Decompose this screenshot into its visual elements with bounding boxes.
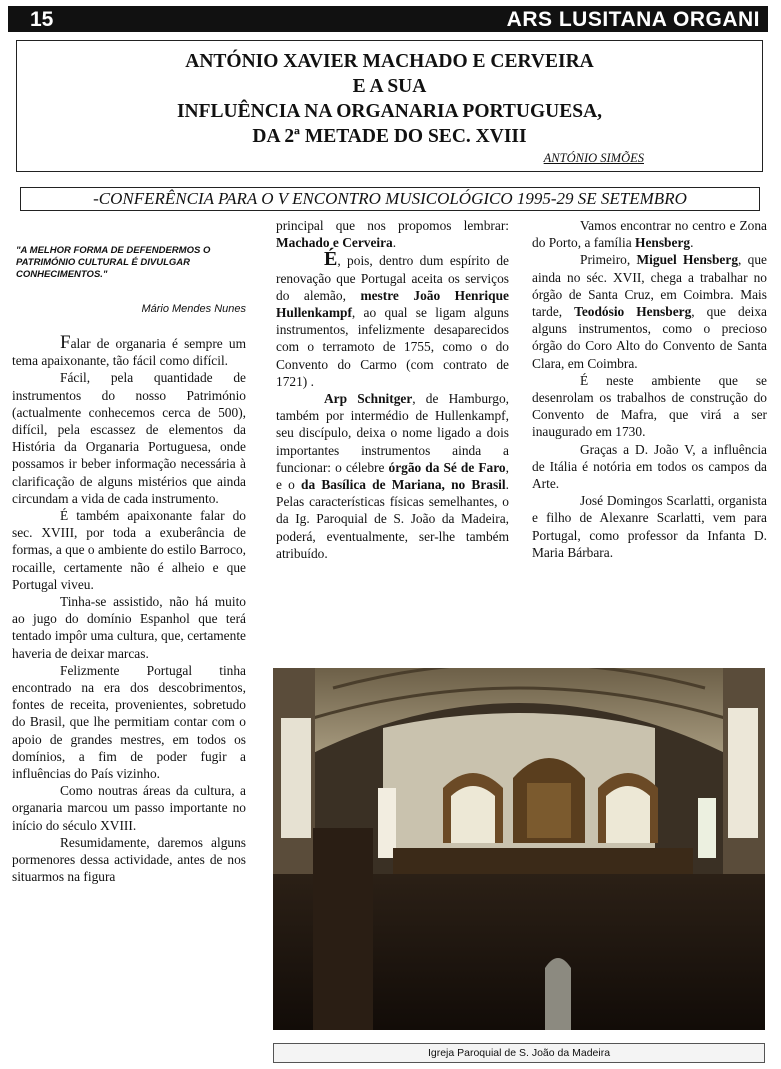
epigraph-quote: "A MELHOR FORMA DE DEFENDERMOS O PATRIMÓNIO CULTURAL É DIVULGAR CONHECIMENTOS." — [16, 245, 211, 280]
column-1 — [12, 334, 246, 886]
column-3 — [532, 217, 767, 561]
paragraph: Fácil, pela quantidade de instrumentos do nosso Património (actualmente conhecemos cerca de 500), difícil, pela escassez de elementos da História da Organaria Portuguesa, onde possamos ir beber informação necessária à clarificação de alguns mistérios que ainda circundam a vida de cada instrumento. — [12, 370, 246, 506]
title-line: DA 2ª METADE DO SEC. XVIII — [252, 126, 527, 147]
running-header — [8, 6, 768, 32]
paragraph: Graças a D. João V, a influência de Itália é notória em todos os campos da Arte. — [532, 441, 767, 492]
article-author: ANTÓNIO SIMÕES — [543, 151, 644, 165]
page-number: 15 — [30, 8, 54, 31]
paragraph: Vamos encontrar no centro e Zona do Porto, a família Hensberg. — [532, 218, 767, 251]
drop-cap: É — [324, 248, 338, 271]
column-2 — [276, 217, 509, 562]
name-highlight: Miguel Hensberg — [636, 252, 739, 268]
name-highlight: mestre João Henrique Hullenkampf — [276, 287, 509, 321]
paragraph: É, pois, dentro dum espírito de renovação que Portugal aceita os serviços do alemão, mestre João Henrique Hullenkampf, ao qual se ligam alguns instrumentos, infelizmente desaparecidos com o terramoto de 1755, como o do Convento do Carmo (com contrato de 1721) . — [276, 248, 509, 389]
name-highlight: órgão da Sé de Faro — [388, 459, 506, 475]
paragraph: principal que nos propomos lembrar: Machado e Cerveira. — [276, 218, 509, 251]
paragraph: Arp Schnitger, de Hamburgo, também por intermédio de Hullenkampf, seu discípulo, deixa o nome ligado a dois importantes instrumentos ainda a funcionar: o célebre órgão da Sé de Faro, e o da Basílica de Mariana, no Brasil. Pelas características físicas semelhantes, o da Ig. Paroquial de S. João da Madeira, poderá, eventualmente, ser-lhe também atribuído. — [276, 391, 509, 561]
article-title — [17, 49, 762, 149]
paragraph: Resumidamente, daremos alguns pormenores dessa actividade, antes de nos situarmos na figura — [12, 834, 246, 885]
photo-caption: Igreja Paroquial de S. João da Madeira — [273, 1043, 765, 1063]
church-interior-illustration — [273, 668, 765, 1030]
name-highlight: Teodósio Hensberg — [574, 304, 692, 320]
drop-cap: F — [60, 332, 71, 353]
paragraph: Felizmente Portugal tinha encontrado na era dos descobrimentos, fontes de receita, provenientes, sobretudo do Brasil, que lhe permitiam contar com o apoio de grandes mestres, em todos os domínios, a fim de poder fugir a influências do País vizinho. — [12, 662, 246, 782]
name-highlight: Hensberg — [635, 235, 691, 251]
paragraph: José Domingos Scarlatti, organista e filho de Alexanre Scarlatti, vem para Portugal, como professor da Infanta D. Maria Bárbara. — [532, 493, 767, 560]
title-box — [16, 40, 763, 172]
paragraph: Tinha-se assistido, não há muito ao jugo do domínio Espanhol que terá tentado impôr uma cultura, que, certamente haveria de deixar marcas. — [12, 594, 246, 661]
epigraph-author: Mário Mendes Nunes — [141, 303, 246, 315]
title-line: ANTÓNIO XAVIER MACHADO E CERVEIRA — [185, 51, 594, 72]
name-highlight: Machado e Cerveira — [276, 235, 393, 251]
paragraph: É também apaixonante falar do sec. XVIII, por toda a exuberância de formas, a que o ambiente do estilo Barroco, rocaille, certamente não é alheio e que Portugal viveu. — [12, 508, 246, 592]
church-interior-photo — [273, 668, 765, 1030]
name-highlight: Arp Schnitger — [324, 391, 413, 407]
paragraph: Falar de organaria é sempre um tema apaixonante, tão fácil como difícil. — [12, 332, 246, 369]
paragraph: É neste ambiente que se desenrolam os trabalhos de construção do Convento de Mafra, que virá a ser inaugurado em 1730. — [532, 372, 767, 440]
name-highlight: da Basílica de Mariana, no Brasil — [301, 477, 506, 493]
conference-banner: -CONFERÊNCIA PARA O V ENCONTRO MUSICOLÓGICO 1995-29 SE SETEMBRO — [20, 187, 760, 211]
journal-title: ARS LUSITANA ORGANI — [506, 8, 760, 31]
title-line: INFLUÊNCIA NA ORGANARIA PORTUGUESA, — [176, 101, 603, 122]
title-line: E A SUA — [352, 76, 427, 97]
paragraph: Como noutras áreas da cultura, a organaria marcou um passo importante no início do século XVIII. — [12, 783, 246, 833]
paragraph: Primeiro, Miguel Hensberg, que ainda no séc. XVII, chega a trabalhar no órgão de Santa Cruz, em Coimbra. Mais tarde, Teodósio Hensberg, que deixa alguns instrumentos, como o precioso órgão do Coro Alto do Convento de Santa Clara, em Coimbra. — [532, 252, 768, 371]
